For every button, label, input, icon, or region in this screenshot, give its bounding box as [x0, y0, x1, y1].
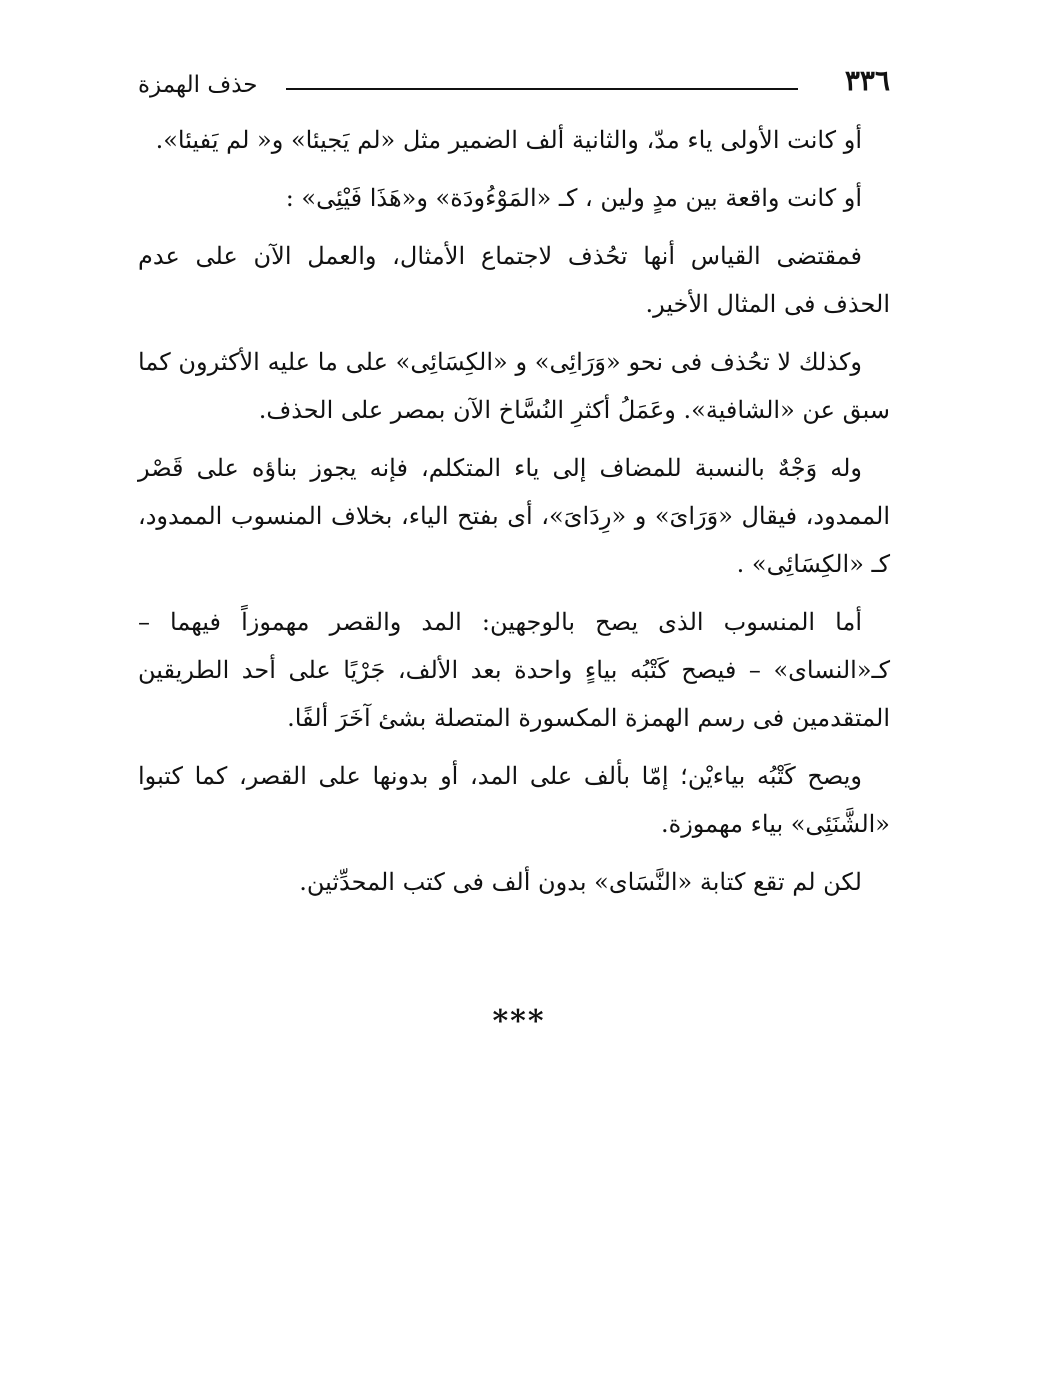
running-title: حذف الهمزة: [138, 72, 258, 98]
paragraph-7: ويصح كَتْبُه بياءيْن؛ إمّا بألف على المد، أو بدونها على القصر، كما كتبوا «الشَّنَئِى» بياء مهموزة.: [138, 762, 890, 838]
paragraph-4: وكذلك لا تحُذف فى نحو «وَرَائِى» و «الكِسَائِى» على ما عليه الأكثرون كما سبق عن «الشافية». وعَمَلُ أكثرِ النُسَّاخ الآن بمصر على الحذف.: [138, 348, 890, 424]
paragraph-2: أو كانت واقعة بين مدٍ ولين ، كـ «المَوْءُودَة» و«هَذَا فَيْئِى» :: [285, 184, 862, 212]
paragraph-1: أو كانت الأولى ياء مدّ، والثانية ألف الضمير مثل «لم يَجيئا» و« لم يَفيئا».: [155, 126, 862, 154]
header-rule: [286, 88, 798, 90]
page-header: [138, 62, 890, 106]
section-separator: ***: [492, 1004, 546, 1039]
page-number: ٣٣٦: [844, 64, 890, 97]
paragraph-5: وله وَجْهٌ بالنسبة للمضاف إلى ياء المتكلم، فإنه يجوز بناؤه على قَصْر الممدود، فيقال «وَرَاىَ» و «رِدَاىَ»، أى بفتح الياء، بخلاف المنسوب الممدود، كـ «الكِسَائِى» .: [138, 454, 890, 578]
paragraph-6: أما المنسوب الذى يصح بالوجهين: المد والقصر مهموزاً فيهما – كـ«النساى» – فيصح كَتْبُه بياءٍ واحدة بعد الألف، جَرْيًا على أحد الطريقين المتقدمين فى رسم الهمزة المكسورة المتصلة بشئ آخَرَ ألفًا.: [138, 608, 890, 732]
paragraph-8: لكن لم تقع كتابة «النَّسَاى» بدون ألف فى كتب المحدِّثين.: [299, 868, 862, 896]
paragraph-3: فمقتضى القياس أنها تحُذف لاجتماع الأمثال، والعمل الآن على عدم الحذف فى المثال الأخير.: [138, 242, 890, 318]
body-text: [138, 116, 890, 916]
